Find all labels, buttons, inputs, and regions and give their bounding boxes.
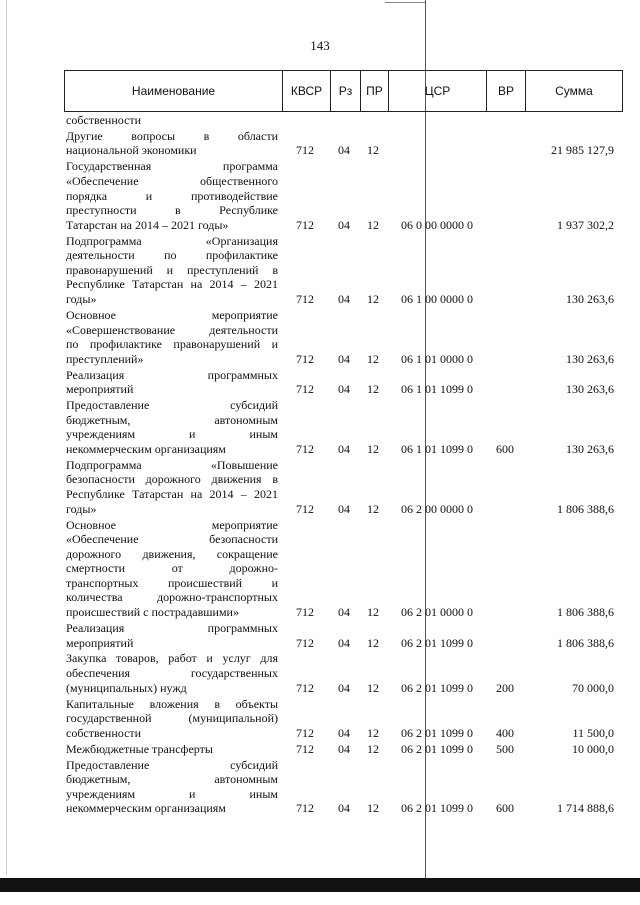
page-number: 143 xyxy=(310,38,330,53)
cell-pr: 12 xyxy=(367,351,379,366)
row-name-line: национальной экономики xyxy=(66,143,197,158)
cell-vr: 200 xyxy=(496,680,514,695)
cell-pr: 12 xyxy=(367,292,379,307)
scan-bottom-edge xyxy=(0,878,640,892)
cell-csr: 06 2 01 1099 0 xyxy=(401,725,473,740)
table-header xyxy=(64,70,623,112)
cell-vr: 600 xyxy=(496,801,514,816)
cell-kvsr: 712 xyxy=(296,741,314,756)
cell-rz: 04 xyxy=(338,441,350,456)
cell-rz: 04 xyxy=(338,382,350,397)
row-name-line: Подпрограмма «Организация xyxy=(66,233,278,248)
cell-kvsr: 712 xyxy=(296,292,314,307)
cell-csr: 06 2 01 1099 0 xyxy=(401,741,473,756)
row-name-line: Подпрограмма «Повышение xyxy=(66,457,278,472)
cell-csr: 06 1 01 0000 0 xyxy=(401,351,473,366)
table-row xyxy=(0,742,640,757)
cell-sum: 1 714 888,6 xyxy=(557,801,614,816)
cell-kvsr: 712 xyxy=(296,725,314,740)
row-name xyxy=(66,308,278,366)
row-name-line: бюджетным, автономным xyxy=(66,772,278,787)
row-name-line: Другие вопросы в области xyxy=(66,128,278,143)
row-name-line: происшествий с пострадавшими» xyxy=(66,605,239,620)
cell-rz: 04 xyxy=(338,143,350,158)
cell-sum: 130 263,6 xyxy=(566,382,614,397)
cell-pr: 12 xyxy=(367,741,379,756)
cell-kvsr: 712 xyxy=(296,217,314,232)
table-row xyxy=(0,113,640,128)
row-name-line: государственной (муниципальной) xyxy=(66,711,278,726)
cell-pr: 12 xyxy=(367,725,379,740)
row-name-line: Татарстан на 2014 – 2021 годы» xyxy=(66,217,229,232)
table-row xyxy=(0,368,640,397)
cell-sum: 130 263,6 xyxy=(566,292,614,307)
cell-sum: 1 937 302,2 xyxy=(557,217,614,232)
row-name-line: порядка и противодействие xyxy=(66,188,278,203)
cell-sum: 1 806 388,6 xyxy=(557,605,614,620)
cell-rz: 04 xyxy=(338,501,350,516)
row-name-line: дорожного движения, сокращение xyxy=(66,546,278,561)
row-name-line: некоммерческим организациям xyxy=(66,441,226,456)
cell-sum: 130 263,6 xyxy=(566,351,614,366)
row-name xyxy=(66,368,278,397)
cell-csr: 06 2 00 0000 0 xyxy=(401,501,473,516)
cell-pr: 12 xyxy=(367,143,379,158)
row-name-line: Республике Татарстан на 2014 – 2021 xyxy=(66,277,278,292)
row-name-line: смертности от дорожно- xyxy=(66,561,278,576)
row-name-line: мероприятий xyxy=(66,635,134,650)
row-name-line: Реализация программных xyxy=(66,367,278,382)
row-name-line: безопасности дорожного движения в xyxy=(66,472,278,487)
row-name-line: Основное мероприятие xyxy=(66,517,278,532)
row-name-line: Реализация программных xyxy=(66,621,278,635)
row-name-line: Государственная программа xyxy=(66,159,278,174)
cell-pr: 12 xyxy=(367,382,379,397)
table-row xyxy=(0,758,640,816)
row-name-line: транспортных происшествий и xyxy=(66,575,278,590)
cell-sum: 1 806 388,6 xyxy=(557,635,614,650)
table-row xyxy=(0,159,640,232)
row-name-line: годы» xyxy=(66,292,97,307)
row-name-line: Основное мероприятие xyxy=(66,307,278,322)
cell-vr: 500 xyxy=(496,741,514,756)
cell-rz: 04 xyxy=(338,217,350,232)
row-name-line: (муниципальных) нужд xyxy=(66,680,187,695)
cell-csr: 06 1 01 1099 0 xyxy=(401,441,473,456)
cell-csr: 06 0 00 0000 0 xyxy=(401,217,473,232)
cell-rz: 04 xyxy=(338,741,350,756)
cell-csr: 06 1 01 1099 0 xyxy=(401,382,473,397)
cell-sum: 11 500,0 xyxy=(572,725,614,740)
row-name-line: количества дорожно-транспортных xyxy=(66,590,278,605)
table-row xyxy=(0,518,640,620)
cell-rz: 04 xyxy=(338,680,350,695)
row-name-line: годы» xyxy=(66,501,97,516)
row-name-line: преступлений» xyxy=(66,351,144,366)
cell-rz: 04 xyxy=(338,351,350,366)
cell-sum: 21 985 127,9 xyxy=(551,143,614,158)
row-name-line: учреждениям и иным xyxy=(66,427,278,442)
cell-kvsr: 712 xyxy=(296,382,314,397)
header-sum: Сумма xyxy=(525,71,622,111)
cell-rz: 04 xyxy=(338,605,350,620)
cell-rz: 04 xyxy=(338,292,350,307)
row-name xyxy=(66,697,278,741)
row-name xyxy=(66,518,278,620)
row-name-line: бюджетным, автономным xyxy=(66,412,278,427)
cell-sum: 10 000,0 xyxy=(572,741,614,756)
cell-kvsr: 712 xyxy=(296,801,314,816)
row-name-line: «Обеспечение общественного xyxy=(66,173,278,188)
cell-pr: 12 xyxy=(367,680,379,695)
row-name-line: Капитальные вложения в объекты xyxy=(66,696,278,711)
row-name-line: правонарушений и преступлений в xyxy=(66,262,278,277)
table-row xyxy=(0,129,640,158)
table-row xyxy=(0,651,640,695)
row-name-line: Республике Татарстан на 2014 – 2021 xyxy=(66,487,278,502)
header-name: Наименование xyxy=(131,84,216,98)
cell-rz: 04 xyxy=(338,801,350,816)
cell-vr: 600 xyxy=(496,441,514,456)
cell-kvsr: 712 xyxy=(296,680,314,695)
cell-sum: 1 806 388,6 xyxy=(557,501,614,516)
cell-sum: 130 263,6 xyxy=(566,441,614,456)
row-name-line: «Совершенствование деятельности xyxy=(66,322,278,337)
row-name xyxy=(66,621,278,650)
table-row xyxy=(0,697,640,741)
header-kvsr: КВСР xyxy=(282,71,330,111)
row-name xyxy=(66,159,278,232)
row-name-line: Предоставление субсидий xyxy=(66,757,278,772)
cell-kvsr: 712 xyxy=(296,351,314,366)
row-name-line: мероприятий xyxy=(66,382,134,397)
cell-csr: 06 2 01 0000 0 xyxy=(401,605,473,620)
cell-pr: 12 xyxy=(367,635,379,650)
header-csr: ЦСР xyxy=(388,71,486,111)
cell-kvsr: 712 xyxy=(296,635,314,650)
cell-kvsr: 712 xyxy=(296,501,314,516)
cell-pr: 12 xyxy=(367,441,379,456)
row-name-line: по профилактике правонарушений и xyxy=(66,337,278,352)
cell-pr: 12 xyxy=(367,605,379,620)
cell-csr: 06 2 01 1099 0 xyxy=(401,635,473,650)
row-name xyxy=(66,113,278,128)
row-name xyxy=(66,398,278,456)
cell-pr: 12 xyxy=(367,801,379,816)
row-name-line: Предоставление субсидий xyxy=(66,398,278,413)
row-name xyxy=(66,129,278,158)
row-name-line: собственности xyxy=(66,113,142,127)
cell-kvsr: 712 xyxy=(296,441,314,456)
cell-sum: 70 000,0 xyxy=(572,680,614,695)
table-row xyxy=(0,458,640,516)
row-name xyxy=(66,742,278,757)
cell-csr: 06 1 00 0000 0 xyxy=(401,292,473,307)
row-name-line: преступности в Республике xyxy=(66,203,278,218)
cell-vr: 400 xyxy=(496,725,514,740)
cell-rz: 04 xyxy=(338,635,350,650)
scan-mark xyxy=(385,2,425,3)
row-name xyxy=(66,651,278,695)
header-pr: ПР xyxy=(360,71,388,111)
table-body xyxy=(0,113,640,817)
row-name-line: Межбюджетные трансферты xyxy=(66,741,213,756)
header-vr: ВР xyxy=(486,71,525,111)
cell-kvsr: 712 xyxy=(296,143,314,158)
cell-kvsr: 712 xyxy=(296,605,314,620)
header-rz: Рз xyxy=(330,71,360,111)
cell-csr: 06 2 01 1099 0 xyxy=(401,801,473,816)
row-name-line: «Обеспечение безопасности xyxy=(66,532,278,547)
row-name-line: собственности xyxy=(66,725,142,740)
cell-csr: 06 2 01 1099 0 xyxy=(401,680,473,695)
cell-rz: 04 xyxy=(338,725,350,740)
row-name xyxy=(66,758,278,816)
row-name-line: обеспечения государственных xyxy=(66,666,278,681)
cell-pr: 12 xyxy=(367,217,379,232)
cell-pr: 12 xyxy=(367,501,379,516)
table-row xyxy=(0,621,640,650)
row-name-line: Закупка товаров, работ и услуг для xyxy=(66,651,278,666)
table-row xyxy=(0,234,640,307)
row-name xyxy=(66,458,278,516)
table-row xyxy=(0,398,640,456)
table-row xyxy=(0,308,640,366)
row-name xyxy=(66,234,278,307)
row-name-line: некоммерческим организациям xyxy=(66,801,226,816)
row-name-line: учреждениям и иным xyxy=(66,786,278,801)
row-name-line: деятельности по профилактике xyxy=(66,248,278,263)
